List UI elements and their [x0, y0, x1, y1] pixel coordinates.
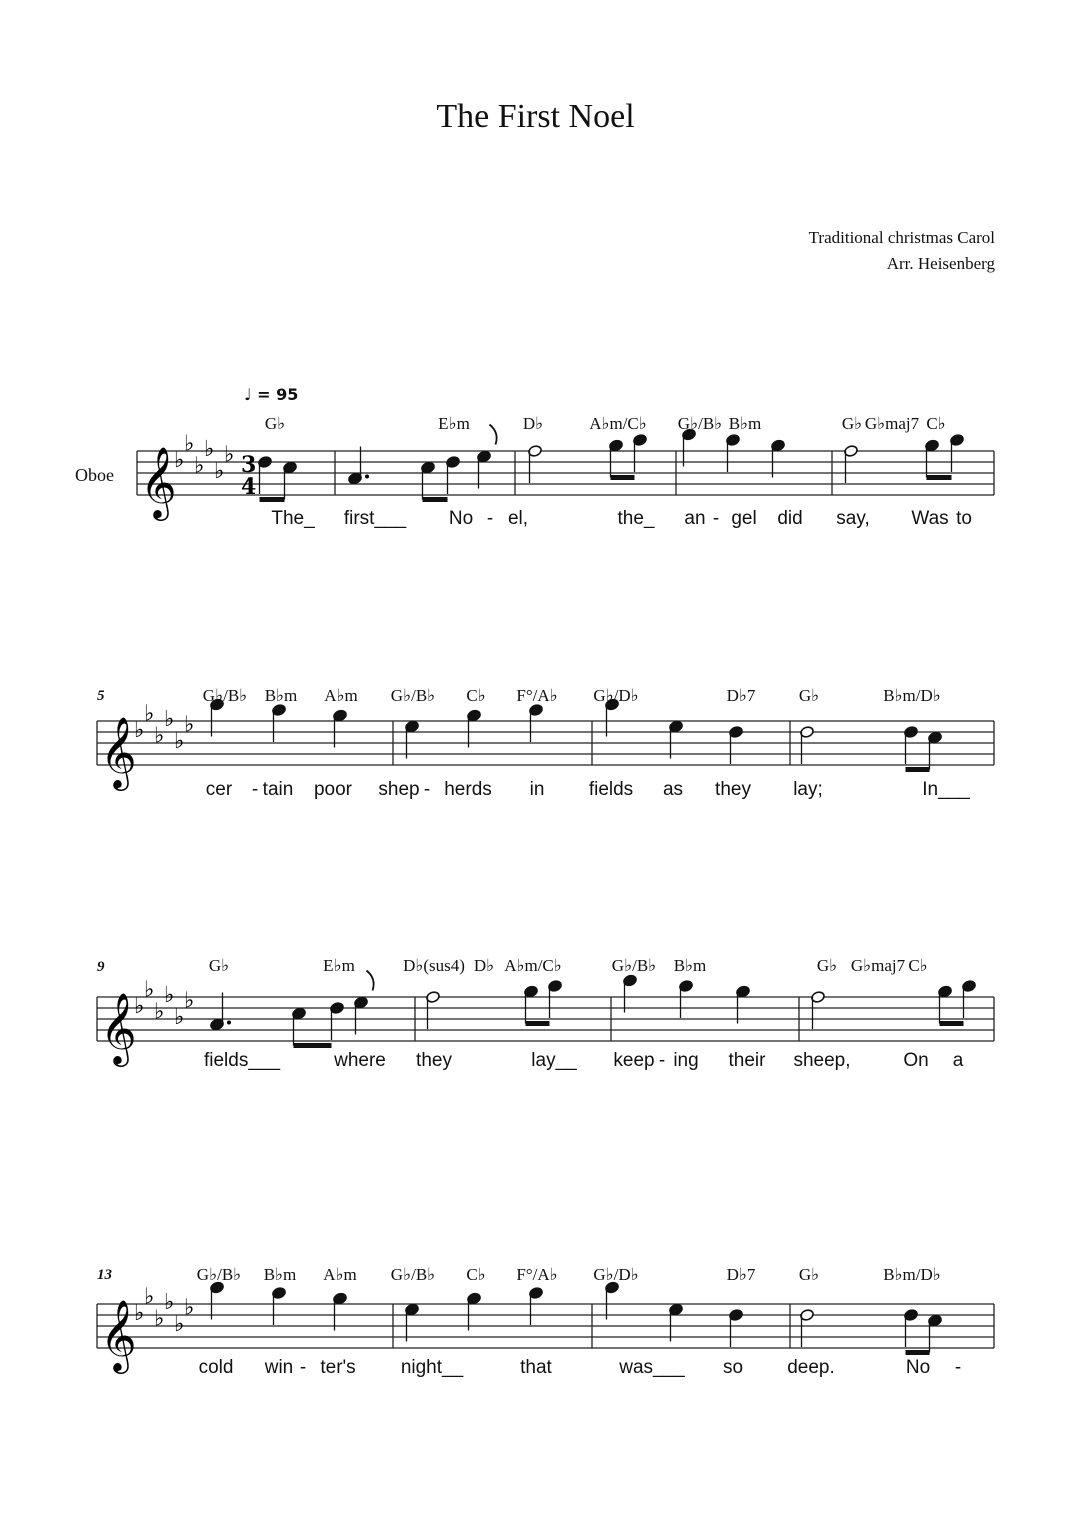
beam — [611, 475, 635, 480]
chord-symbol: G♭ — [816, 956, 838, 975]
chord-symbol: G♭ — [798, 1265, 820, 1284]
augmentation-dot — [227, 1021, 231, 1025]
note-flag — [367, 971, 374, 991]
lyric-syllable: first___ — [343, 508, 407, 529]
lyric-syllable: In___ — [922, 779, 970, 800]
lyric-syllable: No — [448, 508, 474, 529]
flat-icon: ♭ — [144, 701, 155, 727]
lyric-syllable: that — [520, 1357, 552, 1378]
note-flag — [490, 425, 497, 445]
lyric-syllable: cer — [205, 779, 233, 800]
lyric-syllable: cold — [198, 1357, 234, 1378]
chord-symbol: G♭ — [264, 414, 286, 433]
chord-symbol: D♭7 — [726, 686, 756, 705]
lyric-syllable: - — [251, 779, 259, 800]
chord-symbol: G♭maj7 — [850, 956, 906, 975]
flat-icon: ♭ — [174, 729, 185, 754]
chord-symbol: G♭/B♭ — [202, 686, 248, 705]
arranger-credit: Arr. Heisenberg — [886, 254, 995, 273]
lyric-syllable: as — [662, 779, 684, 800]
chord-symbol: A♭m/C♭ — [589, 414, 647, 433]
lyric-syllable: - — [486, 508, 494, 529]
chord-symbol: B♭m — [264, 686, 298, 705]
chord-symbol: C♭ — [908, 956, 928, 975]
lyric-syllable: tain — [262, 779, 294, 800]
lyric-syllable: - — [658, 1050, 666, 1071]
chord-symbol: C♭ — [926, 414, 946, 433]
flat-icon: ♭ — [184, 431, 195, 457]
lyric-syllable: ter's — [320, 1357, 356, 1378]
lyric-syllable: keep — [613, 1050, 655, 1071]
flat-icon: ♭ — [144, 977, 155, 1003]
flat-icon: ♭ — [174, 1005, 185, 1030]
flat-icon: ♭ — [164, 707, 175, 732]
lyric-syllable: No — [905, 1357, 931, 1378]
lyric-syllable: in — [529, 779, 545, 800]
measure-number: 9 — [97, 959, 105, 975]
flat-icon: ♭ — [204, 437, 215, 462]
lyric-syllable: was___ — [619, 1357, 685, 1378]
measure-number: 13 — [97, 1267, 112, 1283]
beam — [294, 1043, 332, 1048]
chord-symbol: B♭m/D♭ — [883, 1265, 941, 1284]
lyric-syllable: lay; — [793, 779, 823, 800]
chord-symbol: G♭/B♭ — [611, 956, 657, 975]
beam — [906, 1350, 930, 1355]
lyric-syllable: an — [684, 508, 706, 529]
lyric-syllable: a — [952, 1050, 964, 1071]
measure-number: 5 — [97, 688, 105, 704]
lyric-syllable: On — [903, 1050, 929, 1071]
chord-symbol: D♭ — [522, 414, 544, 433]
chord-symbol: G♭ — [798, 686, 820, 705]
chord-symbol: B♭m — [728, 414, 762, 433]
treble-clef-icon: 𝄞 — [100, 1298, 137, 1371]
lyric-syllable: - — [712, 508, 720, 529]
lyric-syllable: night__ — [400, 1357, 464, 1378]
lyric-syllable: did — [777, 508, 803, 529]
flat-icon: ♭ — [134, 994, 145, 1019]
lyric-syllable: - — [299, 1357, 307, 1378]
flat-icon: ♭ — [214, 459, 225, 484]
chord-symbol: G♭/B♭ — [196, 1265, 242, 1284]
beam — [423, 497, 448, 502]
chord-symbol: F°/A♭ — [516, 1265, 558, 1284]
chord-symbol: G♭maj7 — [864, 414, 920, 433]
flat-icon: ♭ — [184, 1295, 195, 1321]
lyric-syllable: so — [722, 1357, 744, 1378]
flat-icon: ♭ — [184, 712, 195, 738]
composer-credit: Traditional christmas Carol — [808, 228, 995, 247]
lyric-syllable: their — [728, 1050, 766, 1071]
lyric-syllable: el, — [507, 508, 529, 529]
lyric-syllable: win — [264, 1357, 294, 1378]
treble-clef-icon: 𝄞 — [140, 445, 177, 518]
quarter-note-icon: ♩ — [244, 385, 252, 404]
lyric-syllable: shep — [378, 779, 420, 800]
beam — [940, 1021, 964, 1026]
chord-symbol: D♭ — [473, 956, 495, 975]
chord-symbol: A♭m — [324, 686, 358, 705]
flat-icon: ♭ — [184, 988, 195, 1014]
flat-icon: ♭ — [144, 1284, 155, 1310]
chord-symbol: G♭/B♭ — [390, 1265, 436, 1284]
augmentation-dot — [365, 475, 369, 479]
lyric-syllable: - — [954, 1357, 962, 1378]
lyric-syllable: to — [956, 508, 972, 529]
lyric-syllable: ing — [673, 1050, 699, 1071]
lyric-syllable: they — [715, 779, 751, 800]
chord-symbol: B♭m/D♭ — [883, 686, 941, 705]
lyric-syllable: fields — [588, 779, 634, 800]
chord-symbol: G♭/D♭ — [593, 686, 639, 705]
lyric-syllable: - — [423, 779, 431, 800]
time-signature-numerator: 3 — [241, 452, 257, 478]
flat-icon: ♭ — [154, 1306, 165, 1332]
chord-symbol: A♭m — [323, 1265, 357, 1284]
lyric-syllable: Was — [911, 508, 949, 529]
tempo-value: = 95 — [257, 385, 299, 404]
chord-symbol: G♭/B♭ — [677, 414, 723, 433]
chord-symbol: C♭ — [466, 1265, 486, 1284]
score-title: The First Noel — [436, 98, 635, 135]
flat-icon: ♭ — [154, 999, 165, 1025]
lyric-syllable: deep. — [787, 1357, 835, 1378]
time-signature-denominator: 4 — [241, 474, 257, 500]
flat-icon: ♭ — [154, 723, 165, 749]
lyric-syllable: herds — [444, 779, 492, 800]
chord-symbol: A♭m/C♭ — [504, 956, 562, 975]
lyric-syllable: gel — [731, 508, 757, 529]
chord-symbol: D♭(sus4) — [403, 956, 465, 975]
flat-icon: ♭ — [224, 442, 235, 468]
flat-icon: ♭ — [194, 453, 205, 479]
flat-icon: ♭ — [134, 718, 145, 743]
chord-symbol: B♭m — [263, 1265, 297, 1284]
treble-clef-icon: 𝄞 — [100, 991, 137, 1064]
chord-symbol: B♭m — [673, 956, 707, 975]
treble-clef-icon: 𝄞 — [100, 715, 137, 788]
lyric-syllable: where — [334, 1050, 386, 1071]
chord-symbol: C♭ — [466, 686, 486, 705]
lyric-syllable: poor — [313, 779, 353, 800]
lyric-syllable: fields___ — [203, 1050, 281, 1071]
flat-icon: ♭ — [174, 448, 185, 473]
chord-symbol: D♭7 — [726, 1265, 756, 1284]
chord-symbol: G♭/B♭ — [390, 686, 436, 705]
flat-icon: ♭ — [174, 1312, 185, 1337]
chord-symbol: G♭ — [841, 414, 863, 433]
flat-icon: ♭ — [164, 983, 175, 1008]
lyric-syllable: they — [416, 1050, 452, 1071]
chord-symbol: G♭ — [208, 956, 230, 975]
beam — [906, 767, 930, 772]
lyric-syllable: say, — [836, 508, 870, 529]
chord-symbol: E♭m — [438, 414, 470, 433]
beam — [260, 497, 285, 502]
lyric-syllable: lay__ — [531, 1050, 577, 1071]
beam — [927, 475, 952, 480]
chord-symbol: F°/A♭ — [516, 686, 558, 705]
chord-symbol: G♭/D♭ — [593, 1265, 639, 1284]
lyric-syllable: the_ — [617, 508, 655, 529]
chord-symbol: E♭m — [323, 956, 355, 975]
flat-icon: ♭ — [164, 1290, 175, 1315]
instrument-name: Oboe — [75, 465, 114, 485]
beam — [526, 1021, 550, 1026]
lyric-syllable: sheep, — [793, 1050, 851, 1071]
flat-icon: ♭ — [134, 1301, 145, 1326]
lyric-syllable: The_ — [271, 508, 315, 529]
